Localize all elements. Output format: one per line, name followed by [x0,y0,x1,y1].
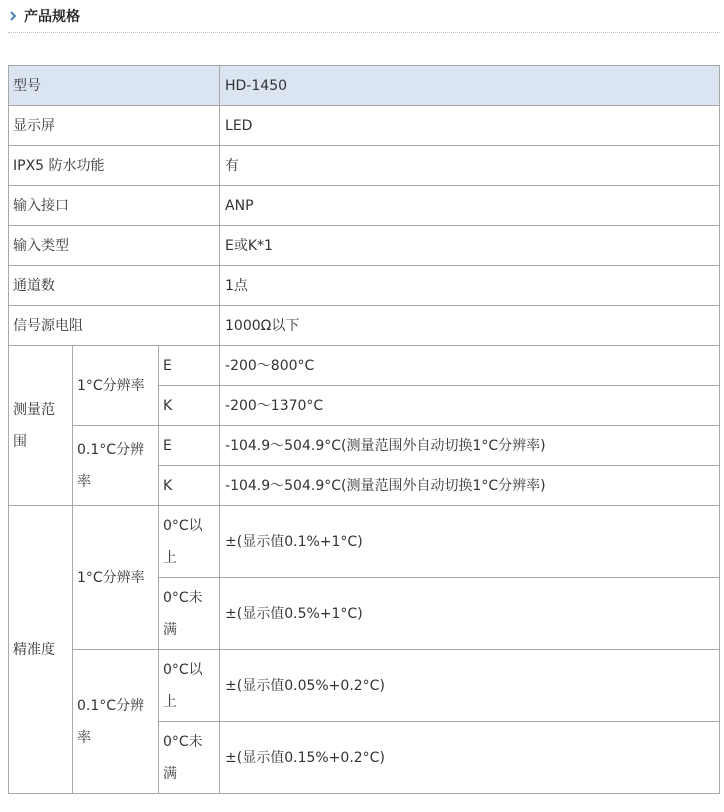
table-row-range-1-e [9,346,720,386]
table-row-range-01-e [9,426,720,466]
accuracy-res-1-below-value: ±(显示值0.5%+1°C) [220,578,720,650]
channels-label: 通道数 [9,266,220,306]
input-port-value: ANP [220,186,720,226]
accuracy-res-01-above-label: 0°C以上 [159,650,220,722]
range-res-01-label: 0.1°C分辨率 [73,426,159,506]
range-res-01-k-value: -104.9～504.9°C(测量范围外自动切换1°C分辨率) [220,466,720,506]
model-label: 型号 [9,66,220,106]
table-row-channels [9,266,720,306]
chevron-right-icon [8,6,20,26]
source-resistance-value: 1000Ω以下 [220,306,720,346]
section-title: 产品规格 [24,9,80,25]
measuring-range-label: 测量范围 [9,346,73,506]
accuracy-res-01-below-label: 0°C未满 [159,722,220,794]
range-res-01-e-label: E [159,426,220,466]
source-resistance-label: 信号源电阻 [9,306,220,346]
range-res-1-k-value: -200～1370°C [220,386,720,426]
table-row-accuracy-1-above [9,506,720,578]
input-port-label: 输入接口 [9,186,220,226]
accuracy-label: 精准度 [9,506,73,794]
table-row-model [9,66,720,106]
range-res-01-k-label: K [159,466,220,506]
range-res-01-e-value: -104.9～504.9°C(测量范围外自动切换1°C分辨率) [220,426,720,466]
accuracy-res-01-below-value: ±(显示值0.15%+0.2°C) [220,722,720,794]
accuracy-res-1-above-value: ±(显示值0.1%+1°C) [220,506,720,578]
waterproof-value: 有 [220,146,720,186]
section-header [8,6,80,26]
input-type-value: E或K*1 [220,226,720,266]
table-row-accuracy-01-above [9,650,720,722]
table-row-source-resistance [9,306,720,346]
dotted-divider [8,32,720,33]
accuracy-res-1-below-label: 0°C未满 [159,578,220,650]
accuracy-res-1-label: 1°C分辨率 [73,506,159,650]
accuracy-res-1-above-label: 0°C以上 [159,506,220,578]
table-row-waterproof [9,146,720,186]
range-res-1-k-label: K [159,386,220,426]
display-label: 显示屏 [9,106,220,146]
accuracy-res-01-above-value: ±(显示值0.05%+0.2°C) [220,650,720,722]
channels-value: 1点 [220,266,720,306]
input-type-label: 输入类型 [9,226,220,266]
table-row-input-type [9,226,720,266]
waterproof-label: IPX5 防水功能 [9,146,220,186]
spec-table [8,65,720,794]
range-res-1-e-value: -200～800°C [220,346,720,386]
table-row-display [9,106,720,146]
range-res-1-e-label: E [159,346,220,386]
range-res-1-label: 1°C分辨率 [73,346,159,426]
table-row-input-port [9,186,720,226]
accuracy-res-01-label: 0.1°C分辨率 [73,650,159,794]
model-value: HD-1450 [220,66,720,106]
display-value: LED [220,106,720,146]
